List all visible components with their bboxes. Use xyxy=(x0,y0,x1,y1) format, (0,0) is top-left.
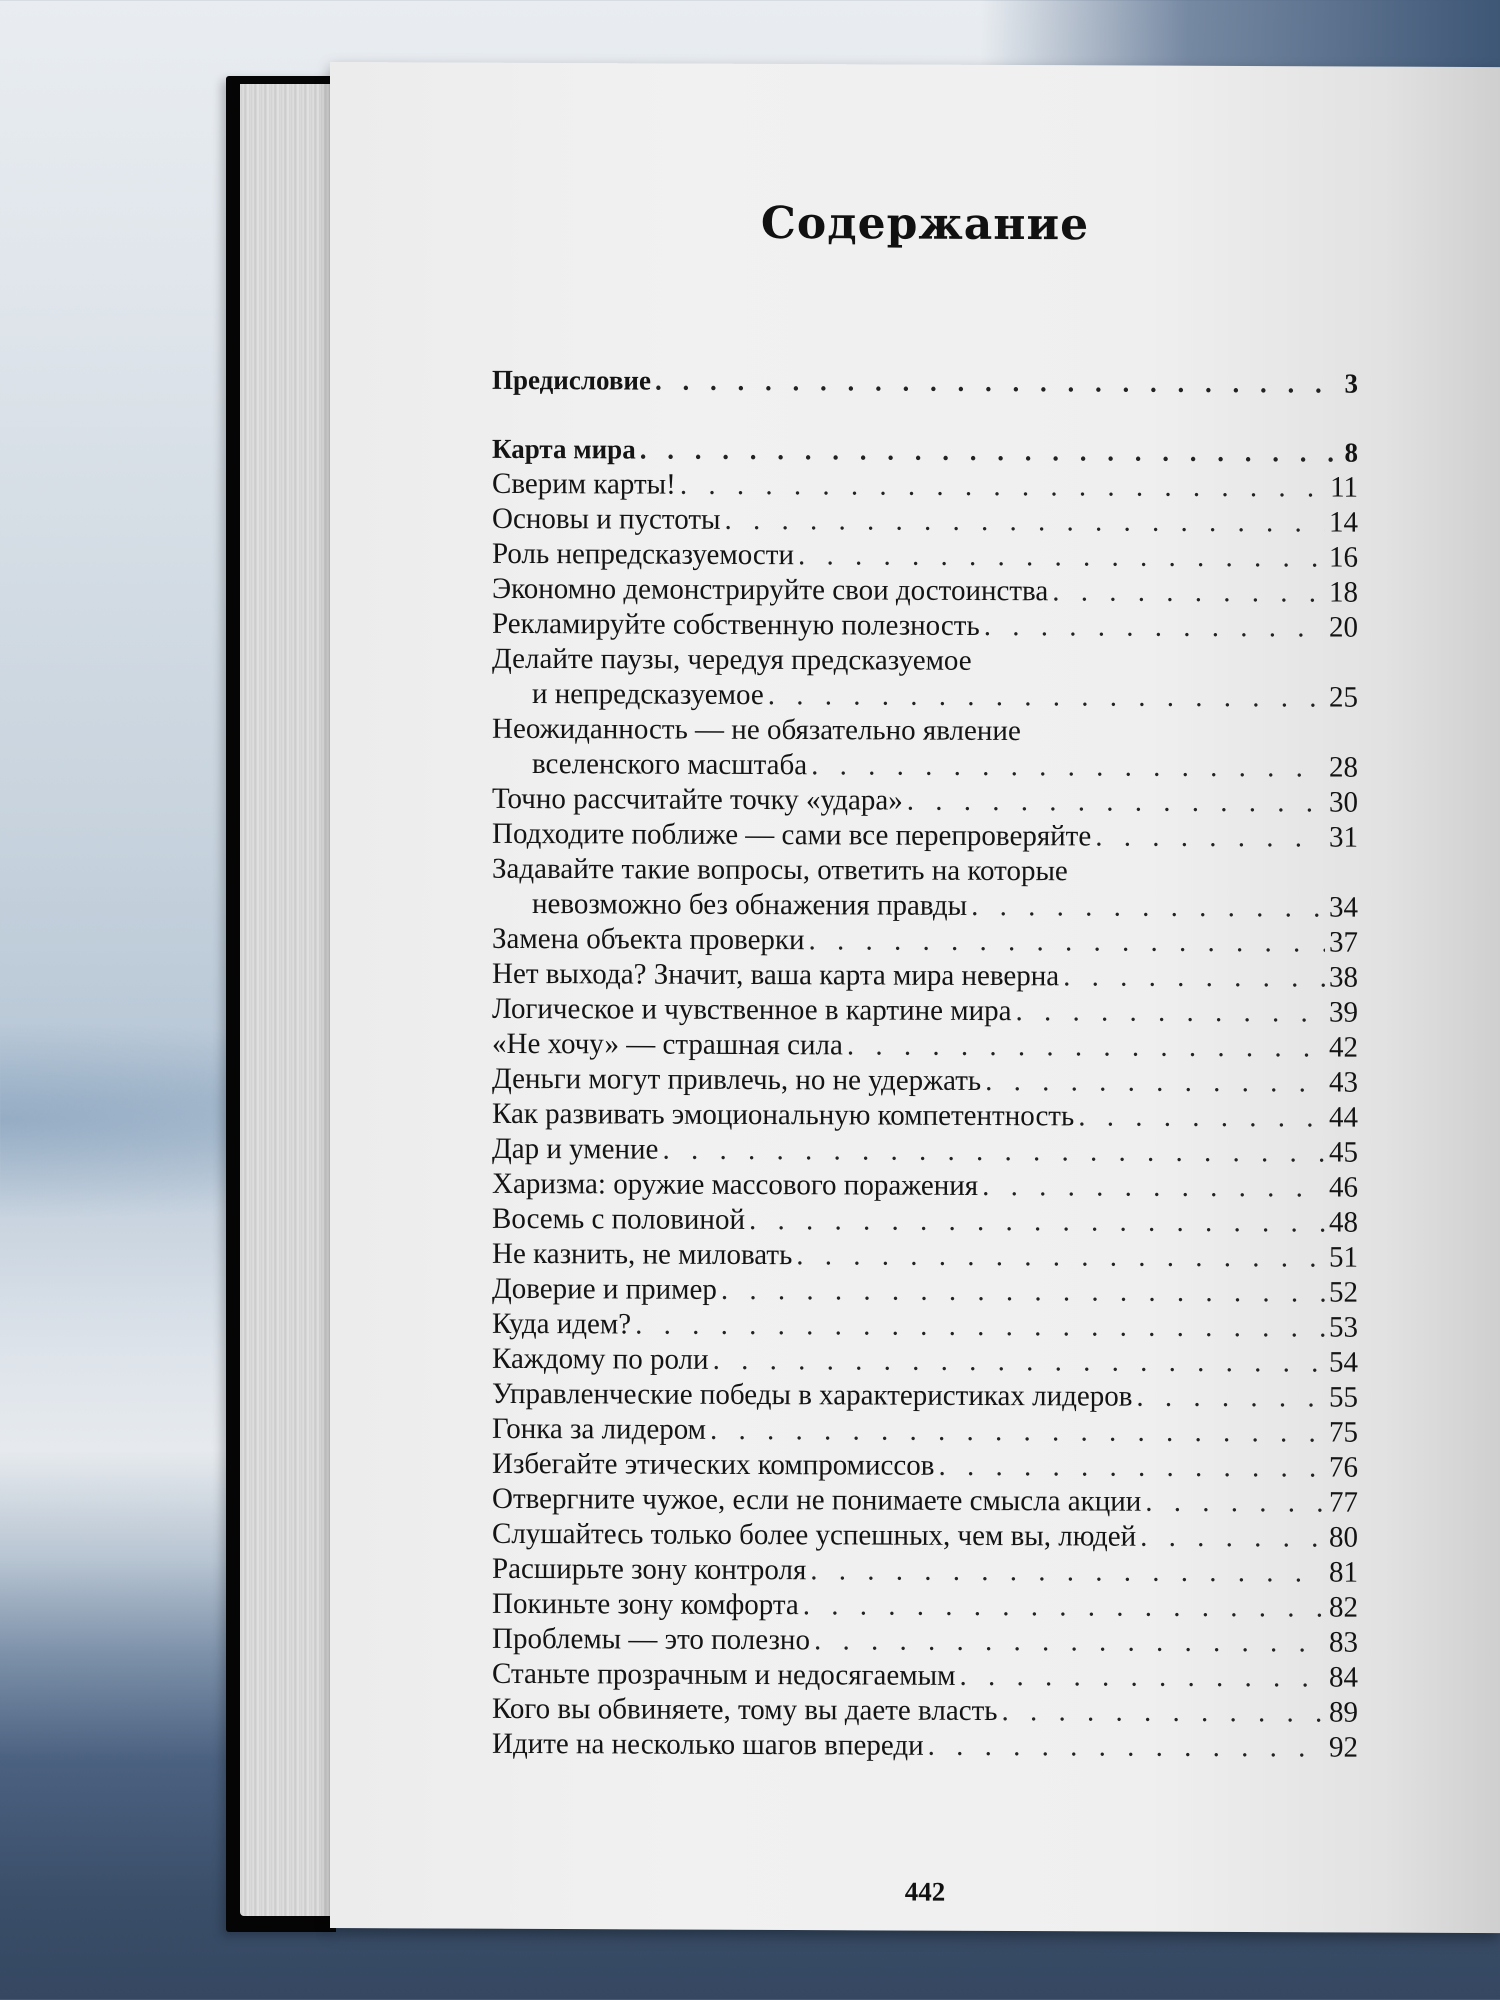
toc-entry-page: 54 xyxy=(1329,1346,1358,1379)
toc-entry xyxy=(492,642,1358,716)
toc-entry xyxy=(492,956,1358,995)
toc-entry-page: 16 xyxy=(1329,541,1358,574)
toc-entry-continuation xyxy=(492,746,1358,785)
toc-entry xyxy=(492,991,1358,1030)
toc-entry-chapter xyxy=(492,431,1358,470)
toc-entry xyxy=(492,921,1358,960)
dot-leader xyxy=(810,1553,1325,1591)
toc-entry-label: Отвергните чужое, если не понимаете смысла акции xyxy=(492,1482,1142,1518)
toc-entry-page: 30 xyxy=(1329,786,1358,819)
toc-entry-label: Гонка за лидером xyxy=(492,1412,707,1446)
toc-entry-continuation xyxy=(492,886,1358,925)
page-title: Содержание xyxy=(760,197,1090,251)
toc-entry-label: Слушайтесь только более успешных, чем вы, людей xyxy=(492,1517,1137,1553)
toc-entry xyxy=(492,1131,1358,1170)
toc-entry-label: Роль непредсказуемости xyxy=(492,537,794,572)
book-page xyxy=(330,62,1500,1933)
toc-entry xyxy=(492,1026,1358,1065)
toc-entry xyxy=(492,536,1358,575)
toc-entry xyxy=(492,1586,1358,1625)
toc-entry xyxy=(492,466,1358,505)
toc-entry-page: 82 xyxy=(1329,1591,1358,1624)
toc-entry-label: Куда идем? xyxy=(492,1307,632,1341)
background-shade xyxy=(980,0,1500,70)
toc-entry-label: Рекламируйте собственную полезность xyxy=(492,607,980,643)
toc-entry xyxy=(492,1516,1358,1555)
dot-leader xyxy=(662,1132,1325,1171)
toc-entry-page: 55 xyxy=(1329,1381,1358,1414)
toc-entry-list xyxy=(492,467,1358,1766)
toc-entry-page: 37 xyxy=(1329,926,1358,959)
toc-entry-label: Замена объекта проверки xyxy=(492,922,805,957)
dot-leader xyxy=(982,1168,1325,1205)
toc-entry-page: 52 xyxy=(1329,1276,1358,1309)
toc-entry xyxy=(492,1411,1358,1450)
toc-entry-label: Подходите поближе — сами все перепроверяйте xyxy=(492,817,1092,853)
toc-entry-label: Покиньте зону комфорта xyxy=(492,1587,799,1622)
dot-leader xyxy=(1078,1099,1325,1136)
toc-entry-page: 25 xyxy=(1329,681,1358,714)
toc-entry xyxy=(492,1376,1358,1415)
toc-entry-page: 76 xyxy=(1329,1451,1358,1484)
dot-leader xyxy=(749,1202,1325,1240)
toc-entry xyxy=(492,1691,1358,1730)
toc-entry-page: 46 xyxy=(1329,1171,1358,1204)
toc-entry-label: Как развивать эмоциональную компетентность xyxy=(492,1097,1075,1133)
toc-entry-label: Экономно демонстрируйте свои достоинства xyxy=(492,572,1049,608)
toc-entry-page: 53 xyxy=(1329,1311,1358,1344)
dot-leader xyxy=(1136,1379,1325,1416)
dot-leader xyxy=(640,432,1341,471)
toc-entry-label: Кого вы обвиняете, тому вы даете власть xyxy=(492,1692,998,1728)
dot-leader xyxy=(796,1238,1325,1276)
toc-entry-label: Неожиданность — не обязательно явление xyxy=(492,712,1021,748)
toc-entry-page: 39 xyxy=(1329,996,1358,1029)
dot-leader xyxy=(798,538,1325,576)
dot-leader xyxy=(984,609,1325,646)
toc-entry xyxy=(492,1481,1358,1520)
dot-leader xyxy=(811,748,1325,786)
toc-entry-page: 28 xyxy=(1329,751,1358,784)
toc-entry xyxy=(492,712,1358,786)
toc-entry xyxy=(492,1726,1358,1765)
toc-entry-page: 8 xyxy=(1344,437,1358,468)
toc-entry-page: 44 xyxy=(1329,1101,1358,1134)
toc-entry-page: 83 xyxy=(1329,1626,1358,1659)
dot-leader xyxy=(928,1728,1325,1765)
toc-entry-preface xyxy=(492,362,1358,401)
toc-entry-label: Восемь с половиной xyxy=(492,1202,745,1237)
toc-entry-page: 20 xyxy=(1329,611,1358,644)
toc-entry xyxy=(492,1166,1358,1205)
toc-entry xyxy=(492,781,1358,820)
toc-entry xyxy=(492,852,1358,926)
toc-entry-label: Харизма: оружие массового поражения xyxy=(492,1167,979,1203)
toc-entry-label: Нет выхода? Значит, ваша карта мира неверна xyxy=(492,957,1060,993)
dot-leader xyxy=(907,783,1325,821)
toc-entry xyxy=(492,1236,1358,1275)
toc-entry-label-cont: и непредсказуемое xyxy=(532,677,764,712)
toc-entry-page: 42 xyxy=(1329,1031,1358,1064)
toc-entry-page: 43 xyxy=(1329,1066,1358,1099)
toc-entry-label: Не казнить, не миловать xyxy=(492,1237,793,1272)
dot-leader xyxy=(959,1658,1325,1695)
toc-entry xyxy=(492,1306,1358,1345)
table-of-contents xyxy=(492,363,1358,1766)
toc-entry-page: 48 xyxy=(1329,1206,1358,1239)
toc-entry-page: 75 xyxy=(1329,1416,1358,1449)
dot-leader xyxy=(809,923,1325,961)
dot-leader xyxy=(985,1064,1325,1101)
dot-leader xyxy=(803,1588,1325,1626)
toc-entry-label-cont: невозможно без обнажения правды xyxy=(532,887,968,923)
toc-entry-page: 80 xyxy=(1329,1521,1358,1554)
toc-entry-page: 18 xyxy=(1329,576,1358,609)
toc-entry-page: 89 xyxy=(1329,1696,1358,1729)
dot-leader xyxy=(1095,819,1325,856)
dot-leader xyxy=(971,888,1325,925)
toc-entry-label: Точно рассчитайте точку «удара» xyxy=(492,782,903,817)
toc-entry-label: Дар и умение xyxy=(492,1132,659,1166)
dot-leader xyxy=(1145,1484,1325,1520)
toc-entry xyxy=(492,501,1358,540)
dot-leader xyxy=(1063,959,1325,996)
toc-entry-label: Станьте прозрачным и недосягаемым xyxy=(492,1657,956,1693)
toc-entry xyxy=(492,1061,1358,1100)
dot-leader xyxy=(1001,1694,1325,1731)
toc-entry-label: Каждому по роли xyxy=(492,1342,709,1376)
book-page-edges xyxy=(240,84,336,1916)
dot-leader xyxy=(847,1028,1325,1066)
dot-leader xyxy=(1052,574,1325,611)
toc-entry-label: Задавайте такие вопросы, ответить на которые xyxy=(492,852,1068,888)
toc-entry-page: 45 xyxy=(1329,1136,1358,1169)
dot-leader xyxy=(713,1342,1325,1380)
toc-entry xyxy=(492,816,1358,855)
dot-leader xyxy=(721,1272,1325,1310)
toc-entry-label: Делайте паузы, чередуя предсказуемое xyxy=(492,642,972,677)
dot-leader xyxy=(768,678,1325,716)
toc-entry-page: 31 xyxy=(1329,821,1358,854)
toc-entry-label: Доверие и пример xyxy=(492,1272,717,1306)
toc-entry xyxy=(492,1656,1358,1695)
toc-entry-label-cont: вселенского масштаба xyxy=(532,747,808,782)
toc-entry-page: 92 xyxy=(1329,1731,1358,1764)
dot-leader xyxy=(635,1307,1325,1346)
toc-entry-label: Сверим карты! xyxy=(492,467,676,501)
dot-leader xyxy=(814,1623,1325,1661)
toc-entry-page: 84 xyxy=(1329,1661,1358,1694)
toc-entry-page: 38 xyxy=(1329,961,1358,994)
toc-entry-label: «Не хочу» — страшная сила xyxy=(492,1027,843,1062)
toc-entry xyxy=(492,1201,1358,1240)
toc-entry xyxy=(492,571,1358,610)
toc-entry-label: Расширьте зону контроля xyxy=(492,1552,807,1587)
toc-entry-page: 77 xyxy=(1329,1486,1358,1519)
toc-entry-label: Логическое и чувственное в картине мира xyxy=(492,992,1012,1028)
dot-leader xyxy=(725,502,1326,540)
toc-entry-page: 11 xyxy=(1330,471,1358,504)
dot-leader xyxy=(1140,1519,1325,1556)
toc-entry xyxy=(492,1551,1358,1590)
dot-leader xyxy=(680,467,1326,506)
toc-entry-page: 3 xyxy=(1344,368,1358,399)
page-number: 442 xyxy=(904,1876,946,1907)
toc-entry xyxy=(492,1621,1358,1660)
toc-entry-label: Деньги могут привлечь, но не удержать xyxy=(492,1062,982,1098)
dot-leader xyxy=(1016,994,1326,1031)
toc-entry-page: 51 xyxy=(1329,1241,1358,1274)
toc-entry xyxy=(492,1271,1358,1310)
toc-entry-label: Основы и пустоты xyxy=(492,502,721,537)
dot-leader xyxy=(710,1412,1325,1450)
toc-entry-continuation xyxy=(492,676,1358,715)
toc-entry xyxy=(492,1096,1358,1135)
dot-leader xyxy=(655,363,1341,402)
toc-entry-page: 34 xyxy=(1329,891,1358,924)
toc-entry-label: Идите на несколько шагов впереди xyxy=(492,1727,924,1762)
toc-entry xyxy=(492,606,1358,645)
toc-entry-page: 81 xyxy=(1329,1556,1358,1589)
toc-entry-page: 14 xyxy=(1329,506,1358,539)
toc-entry-label: Проблемы — это полезно xyxy=(492,1622,810,1657)
toc-entry-label: Предисловие xyxy=(492,364,651,396)
toc-entry-label: Управленческие победы в характеристиках лидеров xyxy=(492,1377,1133,1413)
toc-entry xyxy=(492,1341,1358,1380)
toc-entry-label: Избегайте этических компромиссов xyxy=(492,1447,935,1482)
toc-entry xyxy=(492,1446,1358,1485)
dot-leader xyxy=(938,1448,1325,1485)
toc-entry-label: Карта мира xyxy=(492,433,636,465)
